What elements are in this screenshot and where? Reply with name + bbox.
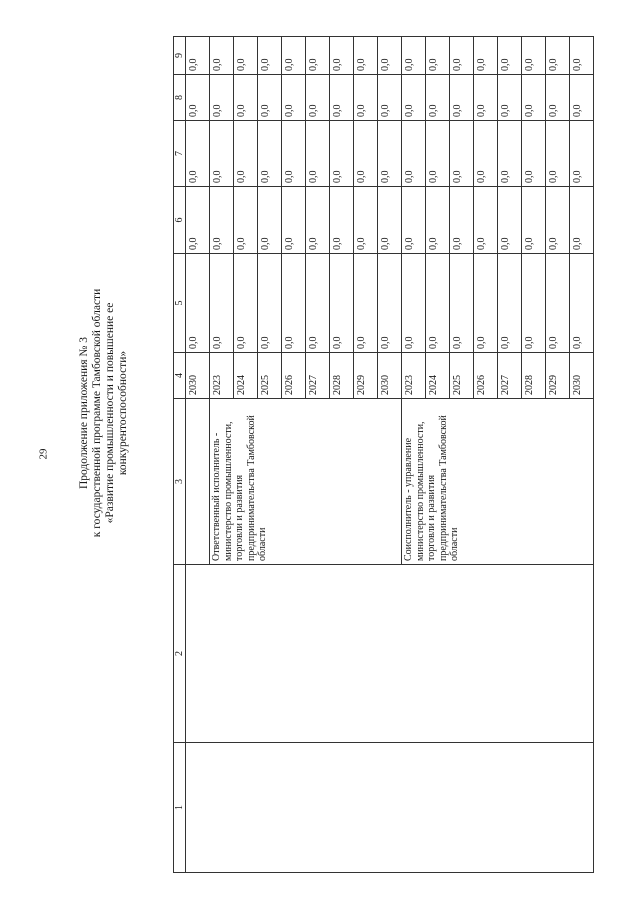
year-cell: 2027 xyxy=(498,353,522,399)
value-cell: 0,0 xyxy=(186,121,210,187)
col1-cell xyxy=(186,743,594,873)
value-cell: 0,0 xyxy=(450,37,474,75)
value-cell: 0,0 xyxy=(210,187,234,254)
value-cell: 0,0 xyxy=(330,187,354,254)
value-cell: 0,0 xyxy=(474,187,498,254)
header-row xyxy=(174,37,186,873)
value-cell: 0,0 xyxy=(474,254,498,353)
year-cell: 2024 xyxy=(426,353,450,399)
header-cell: 9 xyxy=(174,37,186,75)
value-cell: 0,0 xyxy=(378,121,402,187)
value-cell: 0,0 xyxy=(234,75,258,121)
year-cell: 2023 xyxy=(402,353,426,399)
value-cell: 0,0 xyxy=(426,121,450,187)
year-cell: 2026 xyxy=(474,353,498,399)
value-cell: 0,0 xyxy=(258,75,282,121)
year-cell: 2029 xyxy=(546,353,570,399)
value-cell: 0,0 xyxy=(210,37,234,75)
value-cell: 0,0 xyxy=(450,121,474,187)
value-cell: 0,0 xyxy=(330,121,354,187)
value-cell: 0,0 xyxy=(210,75,234,121)
value-cell: 0,0 xyxy=(402,121,426,187)
value-cell: 0,0 xyxy=(546,187,570,254)
value-cell: 0,0 xyxy=(234,254,258,353)
value-cell: 0,0 xyxy=(354,254,378,353)
value-cell: 0,0 xyxy=(186,187,210,254)
value-cell: 0,0 xyxy=(426,75,450,121)
year-cell: 2027 xyxy=(306,353,330,399)
value-cell: 0,0 xyxy=(522,254,546,353)
col2-cell xyxy=(186,565,594,743)
financing-table xyxy=(173,36,594,873)
value-cell: 0,0 xyxy=(186,254,210,353)
value-cell: 0,0 xyxy=(426,37,450,75)
value-cell: 0,0 xyxy=(378,187,402,254)
value-cell: 0,0 xyxy=(402,187,426,254)
value-cell: 0,0 xyxy=(330,75,354,121)
caption-line-3: «Развитие промышленности и повышение ее xyxy=(104,302,116,524)
value-cell: 0,0 xyxy=(306,121,330,187)
value-cell: 0,0 xyxy=(354,75,378,121)
value-cell: 0,0 xyxy=(546,121,570,187)
executor-label: Ответственный исполнитель - министерство промышленности, торговли и развития предпринимательства Тамбовской области xyxy=(210,399,402,565)
header-cell: 6 xyxy=(174,187,186,254)
value-cell: 0,0 xyxy=(570,37,594,75)
value-cell: 0,0 xyxy=(498,187,522,254)
executor-label: Соисполнитель - управление министерство промышленности, торговли и развития предпринимательства Тамбовской области xyxy=(402,399,594,565)
value-cell: 0,0 xyxy=(546,37,570,75)
appendix-caption xyxy=(70,33,170,873)
value-cell: 0,0 xyxy=(474,37,498,75)
value-cell: 0,0 xyxy=(450,187,474,254)
header-cell: 1 xyxy=(174,743,186,873)
header-cell: 3 xyxy=(174,399,186,565)
value-cell: 0,0 xyxy=(258,187,282,254)
year-cell: 2028 xyxy=(330,353,354,399)
value-cell: 0,0 xyxy=(546,75,570,121)
value-cell: 0,0 xyxy=(426,187,450,254)
value-cell: 0,0 xyxy=(450,75,474,121)
year-cell: 2030 xyxy=(570,353,594,399)
value-cell: 0,0 xyxy=(522,187,546,254)
page-number: 29 xyxy=(37,448,50,460)
table-body xyxy=(186,37,594,873)
col3-cell xyxy=(186,399,210,565)
caption-line-4: конкурентоспособности» xyxy=(117,350,129,476)
value-cell: 0,0 xyxy=(402,37,426,75)
caption-line-2: к государственной программе Тамбовской области xyxy=(91,288,103,538)
value-cell: 0,0 xyxy=(306,37,330,75)
year-cell: 2023 xyxy=(210,353,234,399)
value-cell: 0,0 xyxy=(306,187,330,254)
value-cell: 0,0 xyxy=(450,254,474,353)
value-cell: 0,0 xyxy=(330,254,354,353)
value-cell: 0,0 xyxy=(354,37,378,75)
year-cell: 2030 xyxy=(378,353,402,399)
value-cell: 0,0 xyxy=(282,37,306,75)
header-cell: 8 xyxy=(174,75,186,121)
value-cell: 0,0 xyxy=(474,121,498,187)
value-cell: 0,0 xyxy=(498,37,522,75)
value-cell: 0,0 xyxy=(570,75,594,121)
value-cell: 0,0 xyxy=(210,254,234,353)
table-row xyxy=(186,37,210,873)
header-cell: 2 xyxy=(174,565,186,743)
value-cell: 0,0 xyxy=(522,75,546,121)
value-cell: 0,0 xyxy=(570,187,594,254)
value-cell: 0,0 xyxy=(258,254,282,353)
value-cell: 0,0 xyxy=(378,75,402,121)
value-cell: 0,0 xyxy=(354,121,378,187)
value-cell: 0,0 xyxy=(354,187,378,254)
value-cell: 0,0 xyxy=(570,254,594,353)
header-cell: 4 xyxy=(174,353,186,399)
value-cell: 0,0 xyxy=(378,254,402,353)
value-cell: 0,0 xyxy=(258,121,282,187)
value-cell: 0,0 xyxy=(210,121,234,187)
year-cell: 2029 xyxy=(354,353,378,399)
value-cell: 0,0 xyxy=(234,187,258,254)
value-cell: 0,0 xyxy=(306,75,330,121)
value-cell: 0,0 xyxy=(522,121,546,187)
value-cell: 0,0 xyxy=(402,75,426,121)
header-cell: 5 xyxy=(174,254,186,353)
value-cell: 0,0 xyxy=(546,254,570,353)
value-cell: 0,0 xyxy=(426,254,450,353)
value-cell: 0,0 xyxy=(186,37,210,75)
year-cell: 2024 xyxy=(234,353,258,399)
value-cell: 0,0 xyxy=(474,75,498,121)
value-cell: 0,0 xyxy=(234,121,258,187)
value-cell: 0,0 xyxy=(282,121,306,187)
value-cell: 0,0 xyxy=(330,37,354,75)
year-cell: 2025 xyxy=(450,353,474,399)
value-cell: 0,0 xyxy=(282,75,306,121)
value-cell: 0,0 xyxy=(570,121,594,187)
caption-line-1: Продолжение приложения № 3 xyxy=(78,336,90,490)
value-cell: 0,0 xyxy=(498,121,522,187)
value-cell: 0,0 xyxy=(234,37,258,75)
value-cell: 0,0 xyxy=(282,254,306,353)
value-cell: 0,0 xyxy=(402,254,426,353)
value-cell: 0,0 xyxy=(186,75,210,121)
value-cell: 0,0 xyxy=(522,37,546,75)
value-cell: 0,0 xyxy=(498,75,522,121)
year-cell: 2030 xyxy=(186,353,210,399)
year-cell: 2026 xyxy=(282,353,306,399)
header-cell: 7 xyxy=(174,121,186,187)
year-cell: 2025 xyxy=(258,353,282,399)
value-cell: 0,0 xyxy=(306,254,330,353)
value-cell: 0,0 xyxy=(258,37,282,75)
value-cell: 0,0 xyxy=(282,187,306,254)
value-cell: 0,0 xyxy=(378,37,402,75)
rotated-sheet xyxy=(70,33,610,873)
value-cell: 0,0 xyxy=(498,254,522,353)
year-cell: 2028 xyxy=(522,353,546,399)
